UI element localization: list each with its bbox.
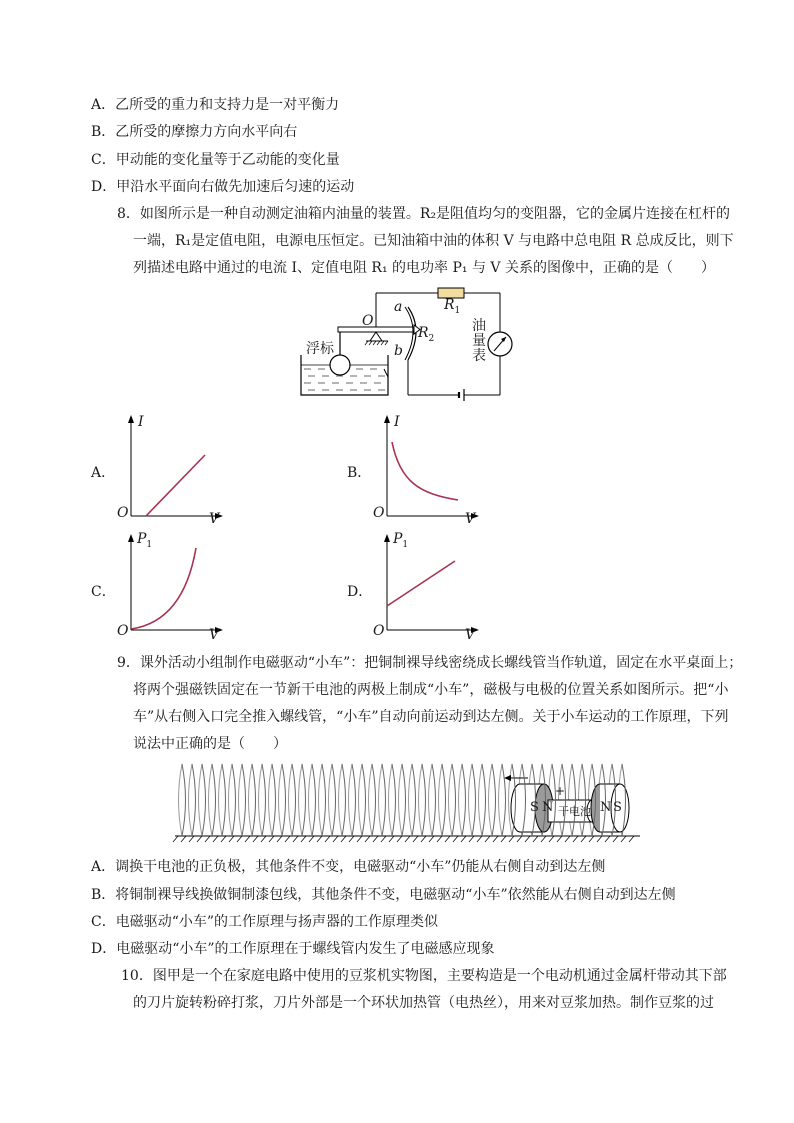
ground-hatch-mark [469, 836, 474, 842]
coil-loop-front [392, 764, 396, 836]
ground-hatch-mark [413, 836, 418, 842]
solenoid-car-figure [170, 760, 645, 845]
ground-hatch-mark [573, 836, 578, 842]
ground-hatch-mark [397, 836, 402, 842]
graph-d-origin: O [373, 623, 385, 639]
coil-loop-back [349, 764, 353, 836]
right-magnet-n-label: N [600, 800, 612, 815]
slider-end-a-label: a [394, 299, 403, 315]
coil-loop-back [289, 764, 293, 836]
coil-loop-back [239, 764, 243, 836]
ground-hatch-mark [605, 836, 610, 842]
coil-loop-back [459, 764, 463, 836]
ground-hatch-mark [261, 836, 266, 842]
coil-loop-front [292, 764, 296, 836]
ground-hatch-mark [493, 836, 498, 842]
coil-loop-back [309, 764, 313, 836]
ground-hatch-mark [621, 836, 626, 842]
coil-loop-back [199, 764, 203, 836]
coil-loop-back [319, 764, 323, 836]
ground-hatch-mark [221, 836, 226, 842]
ground-hatch-mark [565, 836, 570, 842]
ground-hatch-mark [517, 836, 522, 842]
graph-d-ylabel: $P_1$ [393, 531, 409, 550]
ground-hatch-mark [365, 836, 370, 842]
coil-loop-front [402, 764, 406, 836]
coil-loop-back [189, 764, 193, 836]
coil-loop-front [502, 764, 506, 836]
battery-plus-label: + [555, 784, 566, 798]
q8-stem-line-1: 8．如图所示是一种自动测定油箱内油量的装置。R₂是阻值均匀的变阻器，它的金属片连接在杠杆的 [117, 206, 731, 222]
coil-loop-front [472, 764, 476, 836]
graph-a-ylabel: I [138, 414, 144, 430]
q7-option-c: C．甲动能的变化量等于乙动能的变化量 [91, 152, 340, 168]
graph-b-option-label: B． [347, 465, 372, 481]
graph-d-xlabel: V [465, 627, 476, 643]
ground-hatch-mark [501, 836, 506, 842]
ground-hatch-mark [373, 836, 378, 842]
slider-end-b-label: b [394, 343, 403, 359]
ground-hatch-mark [285, 836, 290, 842]
graph-a-origin: O [117, 505, 129, 521]
ground-hatch-mark [597, 836, 602, 842]
oil-gauge-circuit-figure [296, 285, 526, 403]
coil-loop-front [212, 764, 216, 836]
coil-loop-front [372, 764, 376, 836]
graph-b-ylabel: I [394, 414, 400, 430]
graph-a [114, 412, 224, 527]
ground-hatch-mark [613, 836, 618, 842]
coil-loop-back [279, 764, 283, 836]
ground-hatch-mark [509, 836, 514, 842]
r1-label: $R_1$ [444, 297, 461, 316]
ground-hatch-mark [189, 836, 194, 842]
oil-gauge-label: 油 量 表 [472, 318, 486, 364]
ground-hatch-mark [549, 836, 554, 842]
ground-hatch-mark [389, 836, 394, 842]
coil-loop-front [412, 764, 416, 836]
coil-loop-front [462, 764, 466, 836]
coil-loop-back [389, 764, 393, 836]
q9-option-a: A．调换干电池的正负极，其他条件不变，电磁驱动“小车”仍能从右侧自动到达左侧 [91, 859, 606, 875]
ground-hatch-mark [317, 836, 322, 842]
ground-hatch-mark [445, 836, 450, 842]
coil-loop-back [339, 764, 343, 836]
q8-stem-line-3: 列描述电路中通过的电流 I、定值电阻 R₁ 的电功率 P₁ 与 V 关系的图像中，正确的是（ ） [133, 260, 715, 276]
q9-option-b: B．将铜制裸导线换做铜制漆包线，其他条件不变，电磁驱动“小车”依然能从右侧自动到达左侧 [91, 887, 676, 903]
coil-loop-front [332, 764, 336, 836]
coil-loop-front [312, 764, 316, 836]
coil-loop-front [432, 764, 436, 836]
ground-hatch-mark [181, 836, 186, 842]
ground-hatch-mark [253, 836, 258, 842]
coil-loop-front [222, 764, 226, 836]
ground-hatch-mark [629, 836, 634, 842]
ground-hatch-mark [437, 836, 442, 842]
ground-hatch-mark [357, 836, 362, 842]
q9-stem-line-3: 车”从右侧入口完全推入螺线管，“小车”自动向前运动到达左侧。关于小车运动的工作原理，下列 [133, 709, 729, 725]
q8-stem-line-2: 一端，R₁是定值电阻，电源电压恒定。已知油箱中油的体积 V 与电路中总电阻 R 总成反比，则下 [133, 233, 734, 249]
ground-hatch-mark [429, 836, 434, 842]
graph-a-option-label: A． [91, 465, 116, 481]
q9-stem-line-4: 说法中正确的是（ ） [133, 736, 287, 752]
ground-hatch-mark [301, 836, 306, 842]
coil-loop-front [272, 764, 276, 836]
ground-hatch-mark [237, 836, 242, 842]
q7-option-a: A．乙所受的重力和支持力是一对平衡力 [91, 97, 340, 113]
coil-loop-front [422, 764, 426, 836]
coil-loop-back [229, 764, 233, 836]
ground-hatch-mark [485, 836, 490, 842]
graph-c-origin: O [117, 623, 129, 639]
float-label: 浮标 [306, 341, 334, 357]
coil-loop-back [449, 764, 453, 836]
q9-stem-line-2: 将两个强磁铁固定在一节新干电池的两极上制成“小车”，磁极与电极的位置关系如图所示。把“小 [133, 682, 729, 698]
q9-option-c: C．电磁驱动“小车”的工作原理与扬声器的工作原理类似 [91, 914, 439, 930]
coil-loop-front [182, 764, 186, 836]
graph-c-xlabel: V [209, 627, 220, 643]
ground-hatch-mark [541, 836, 546, 842]
ground-hatch-mark [341, 836, 346, 842]
battery-label: 干电池 [558, 805, 591, 818]
ground-hatch-mark [197, 836, 202, 842]
coil-loop-front [442, 764, 446, 836]
coil-loop-back [209, 764, 213, 836]
ground-hatch-mark [277, 836, 282, 842]
coil-loop-front [382, 764, 386, 836]
coil-loop-front [262, 764, 266, 836]
coil-loop-back [369, 764, 373, 836]
right-magnet-s-label: S [613, 800, 622, 815]
ground-hatch-mark [461, 836, 466, 842]
ground-hatch-mark [589, 836, 594, 842]
ground-hatch-mark [325, 836, 330, 842]
q10-stem-line-2: 的刀片旋转粉碎打浆，刀片外部是一个环状加热管（电热丝），用来对豆浆加热。制作豆浆的过 [133, 995, 714, 1011]
coil-loop-back [259, 764, 263, 836]
q9-stem-line-1: 9．课外活动小组制作电磁驱动“小车”：把铜制裸导线密绕成长螺线管当作轨道，固定在水平桌面上； [117, 655, 743, 671]
ground-hatch-mark [525, 836, 530, 842]
coil-loop-front [202, 764, 206, 836]
coil-loop-front [362, 764, 366, 836]
ground-hatch-mark [229, 836, 234, 842]
ground-hatch-mark [453, 836, 458, 842]
coil-loop-front [482, 764, 486, 836]
coil-loop-back [489, 764, 493, 836]
coil-loop-back [409, 764, 413, 836]
coil-loop-back [439, 764, 443, 836]
ground-hatch-mark [581, 836, 586, 842]
coil-loop-front [302, 764, 306, 836]
graph-b-origin: O [373, 505, 385, 521]
coil-loop-back [429, 764, 433, 836]
coil-loop-front [492, 764, 496, 836]
graph-b-xlabel: V [465, 511, 476, 527]
ground-hatch-mark [245, 836, 250, 842]
q7-option-d: D．甲沿水平面向右做先加速后匀速的运动 [91, 179, 355, 195]
q7-option-b: B．乙所受的摩擦力方向水平向右 [91, 124, 298, 140]
coil-loop-front [352, 764, 356, 836]
ground-hatch-mark [293, 836, 298, 842]
coil-loop-front [242, 764, 246, 836]
left-magnet-n-label: N [542, 800, 554, 815]
coil-loop-back [179, 764, 183, 836]
coil-loop-front [252, 764, 256, 836]
coil-loop-front [232, 764, 236, 836]
coil-loop-back [299, 764, 303, 836]
graph-c-ylabel: $P_1$ [137, 531, 153, 550]
coil-loop-back [249, 764, 253, 836]
graph-c [114, 531, 224, 646]
coil-loop-back [329, 764, 333, 836]
coil-loop-back [419, 764, 423, 836]
ground-hatch-mark [477, 836, 482, 842]
ground-hatch-mark [205, 836, 210, 842]
coil-loop-back [269, 764, 273, 836]
coil-loop-back [469, 764, 473, 836]
ground-hatch-mark [213, 836, 218, 842]
coil-loop-front [452, 764, 456, 836]
coil-loop-front [342, 764, 346, 836]
ground-hatch-mark [557, 836, 562, 842]
graph-a-xlabel: V [209, 511, 220, 527]
coil-loop-front [282, 764, 286, 836]
ground-hatch-mark [349, 836, 354, 842]
coil-loop-back [219, 764, 223, 836]
ground-hatch-mark [533, 836, 538, 842]
coil-loop-back [499, 764, 503, 836]
ground-hatch-mark [269, 836, 274, 842]
coil-loop-back [479, 764, 483, 836]
q10-stem-line-1: 10．图甲是一个在家庭电路中使用的豆浆机实物图，主要构造是一个电动机通过金属杆带动其下部 [121, 968, 727, 984]
left-magnet-s-label: S [530, 800, 539, 815]
ground-hatch-mark [421, 836, 426, 842]
ground-hatch-mark [405, 836, 410, 842]
r2-label: $R_2$ [418, 325, 435, 344]
graph-b [370, 412, 480, 527]
graph-d-option-label: D． [347, 584, 373, 600]
coil-loop-back [399, 764, 403, 836]
coil-loop-back [379, 764, 383, 836]
coil-loop-front [192, 764, 196, 836]
q9-option-d: D．电磁驱动“小车”的工作原理在于螺线管内发生了电磁感应现象 [91, 941, 495, 957]
graph-d [370, 531, 480, 646]
coil-loop-back [359, 764, 363, 836]
ground-hatch-mark [333, 836, 338, 842]
ground-hatch-mark [173, 836, 178, 842]
pivot-label: O [362, 313, 374, 329]
graph-c-option-label: C． [91, 584, 116, 600]
ground-hatch-mark [309, 836, 314, 842]
coil-loop-front [322, 764, 326, 836]
ground-hatch-mark [381, 836, 386, 842]
